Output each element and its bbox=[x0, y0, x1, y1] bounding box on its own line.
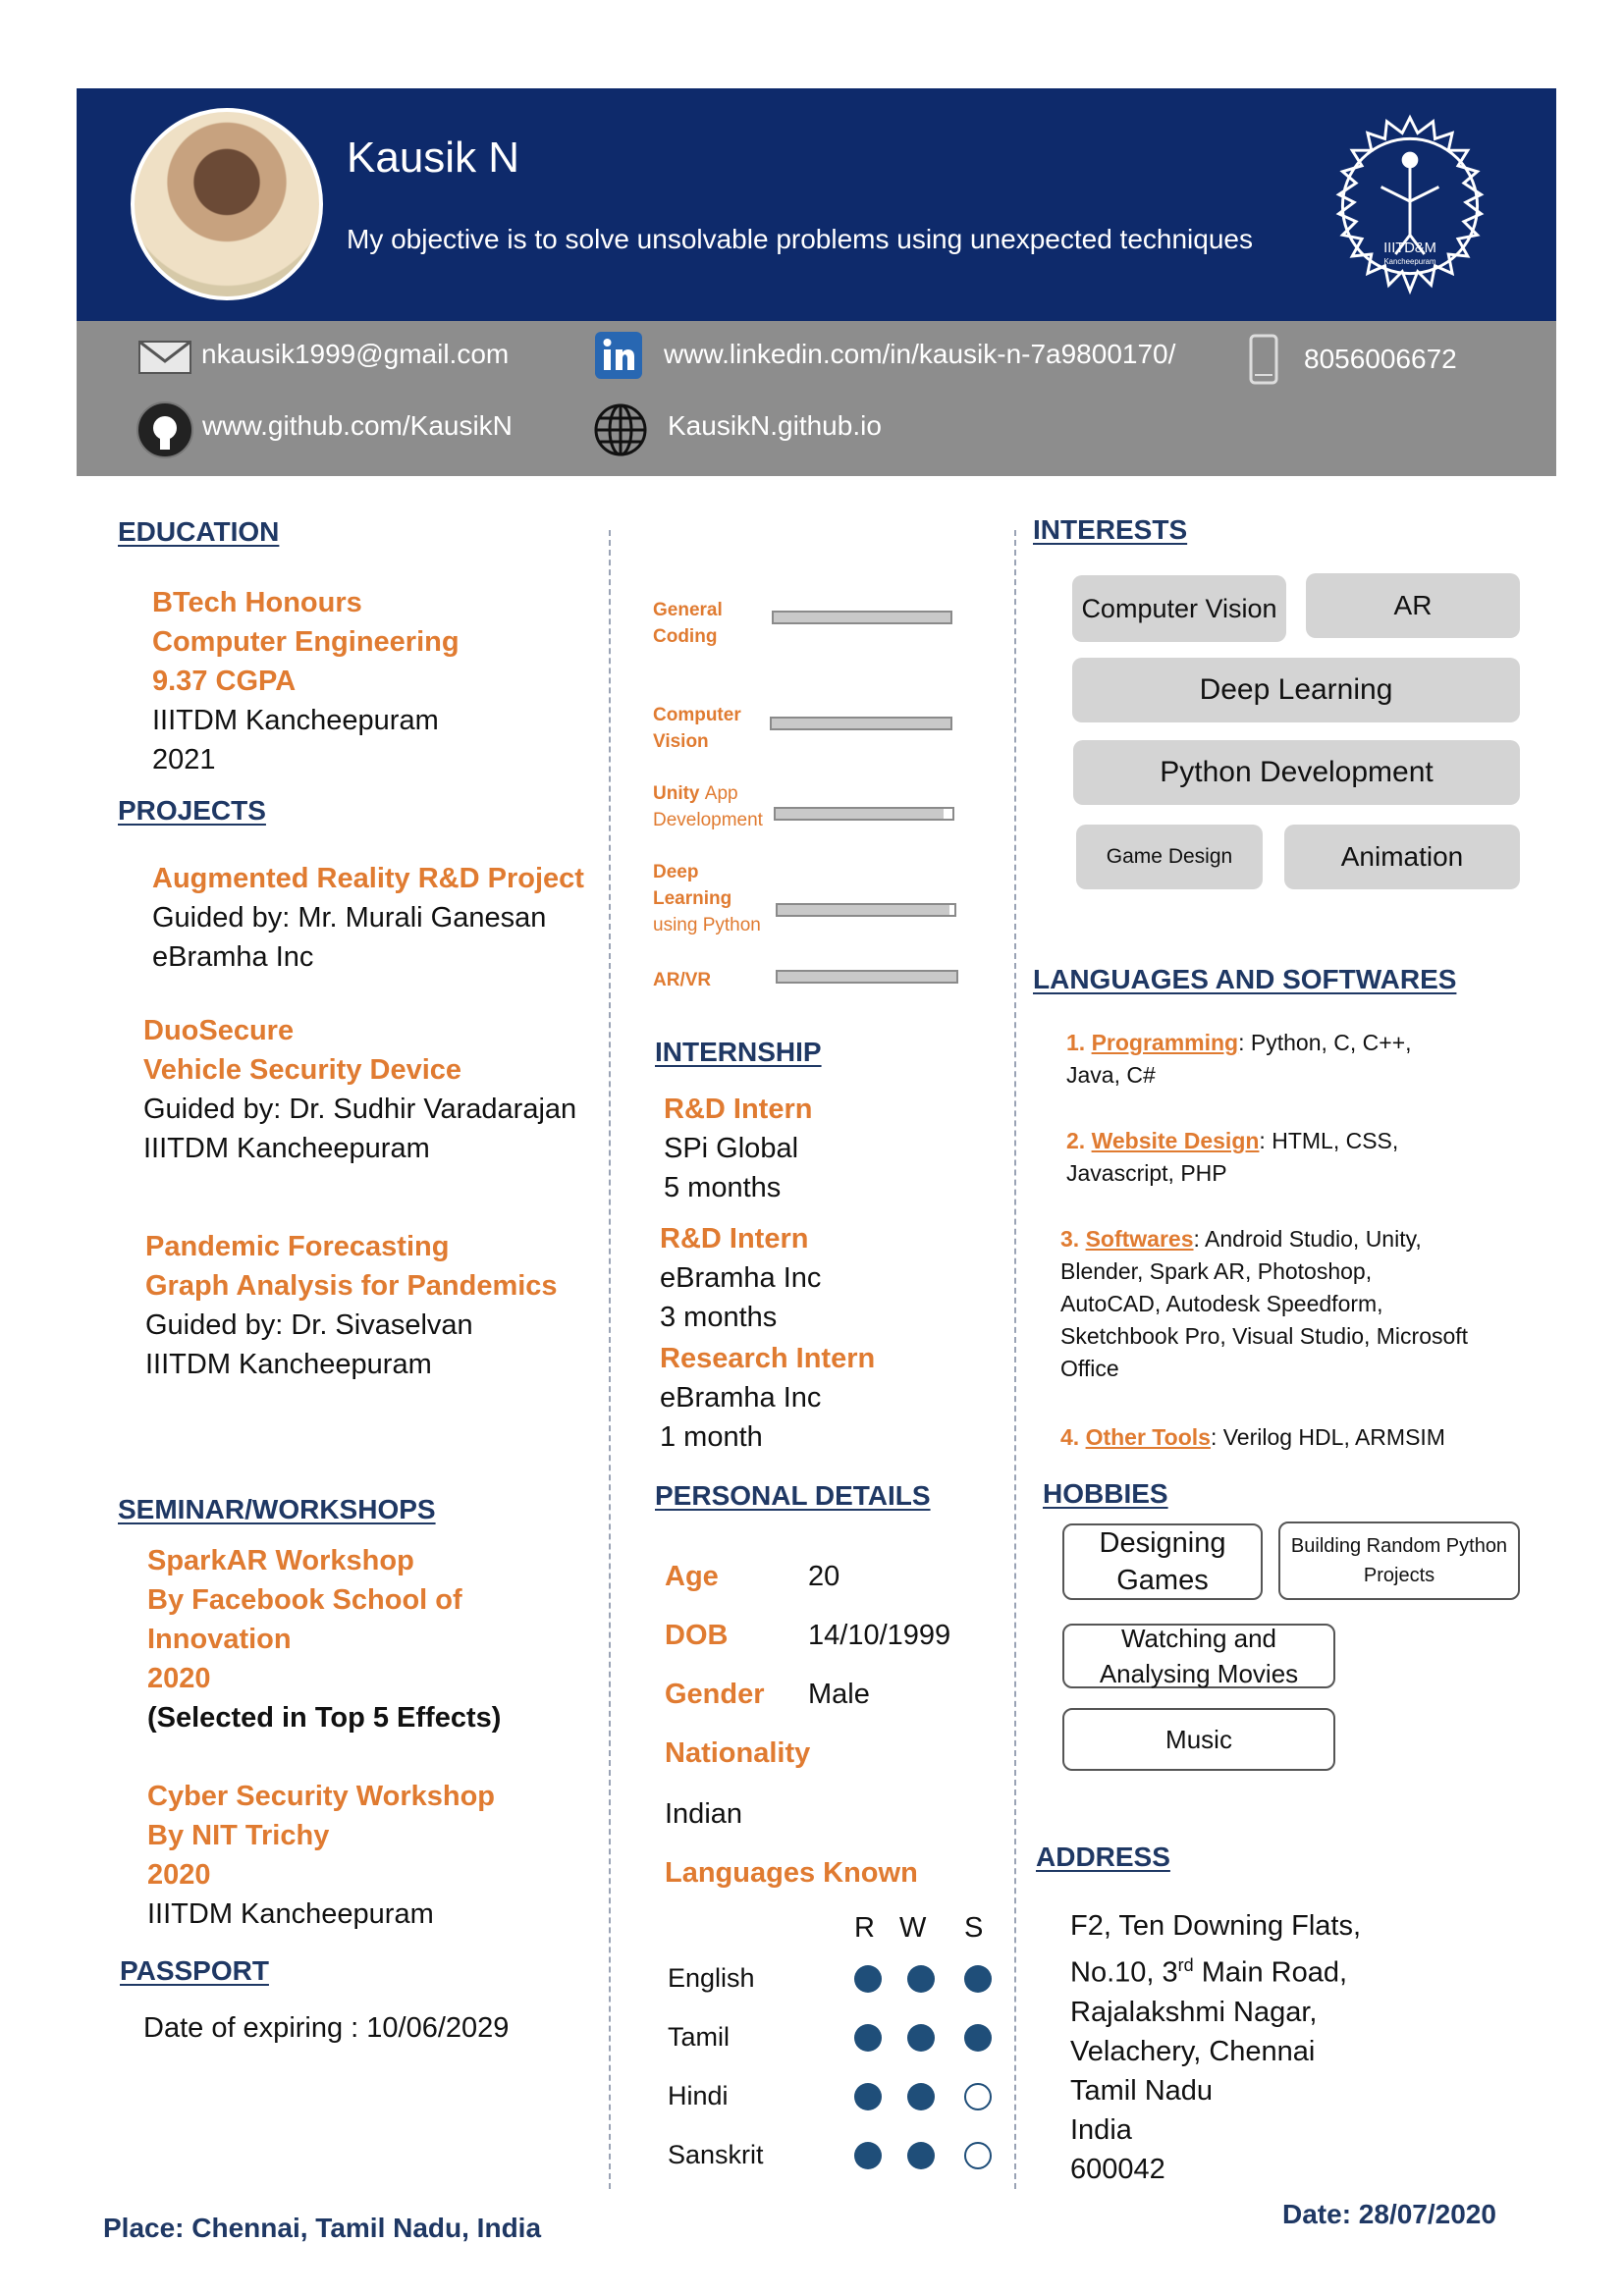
proficiency-dot-filled bbox=[907, 2083, 935, 2110]
interests-title: INTERESTS bbox=[1033, 514, 1188, 545]
proficiency-dot-filled bbox=[854, 1965, 882, 1993]
interest-pill: Deep Learning bbox=[1072, 658, 1520, 722]
iiitdm-logo-icon bbox=[1314, 110, 1506, 302]
skill-bar bbox=[776, 970, 958, 984]
project-subtitle: Graph Analysis for Pandemics bbox=[145, 1270, 558, 1302]
skill-bar-fill bbox=[772, 719, 950, 728]
internship-title: INTERNSHIP bbox=[655, 1037, 822, 1067]
candidate-name: Kausik N bbox=[347, 133, 520, 182]
interest-pill: Game Design bbox=[1076, 825, 1263, 889]
education-degree: BTech Honours bbox=[152, 587, 362, 618]
languages-known-label: Languages Known bbox=[665, 1857, 918, 1889]
internship-duration: 1 month bbox=[660, 1421, 763, 1453]
github-link[interactable]: www.github.com/KausikN bbox=[202, 410, 513, 441]
col-header-w: W bbox=[899, 1912, 927, 1944]
skill-label-dl: Deep Learning using Python bbox=[653, 862, 761, 935]
passport-expiry: Date of expiring : 10/06/2029 bbox=[143, 2012, 510, 2044]
address-block: F2, Ten Downing Flats, No.10, 3rd Main Road, Rajalakshmi Nagar, Velachery, Chennai Tamil Nadu India 600042 bbox=[1070, 1910, 1362, 2185]
column-divider-right bbox=[1014, 530, 1016, 2189]
project-subtitle: Vehicle Security Device bbox=[143, 1054, 462, 1086]
proficiency-dot-filled bbox=[854, 2142, 882, 2169]
language-name: Hindi bbox=[668, 2081, 729, 2110]
proficiency-dot-empty bbox=[964, 2083, 992, 2110]
proficiency-dot-filled bbox=[907, 1965, 935, 1993]
seminar-item bbox=[147, 1777, 495, 1934]
hobbies-title: HOBBIES bbox=[1043, 1478, 1168, 1509]
dob-label: DOB bbox=[665, 1620, 729, 1651]
skill-label-cv: Computer Vision bbox=[653, 705, 741, 752]
mail-icon bbox=[137, 338, 192, 377]
interest-pill: Python Development bbox=[1073, 740, 1520, 805]
lang-software-item: 1. Programming: Python, C, C++, Java, C# bbox=[1066, 1030, 1412, 1088]
passport-title: PASSPORT bbox=[120, 1955, 269, 1986]
phone-number: 8056006672 bbox=[1304, 344, 1457, 374]
website-link[interactable]: KausikN.github.io bbox=[668, 410, 882, 441]
project-org: IIITDM Kancheepuram bbox=[143, 1133, 430, 1164]
projects-title: PROJECTS bbox=[118, 795, 266, 826]
hobby-box: Music bbox=[1062, 1708, 1335, 1771]
seminar-line: SparkAR Workshop bbox=[147, 1545, 414, 1576]
internship-duration: 3 months bbox=[660, 1302, 778, 1333]
proficiency-dot-filled bbox=[907, 2142, 935, 2169]
project-title: Pandemic Forecasting bbox=[145, 1231, 450, 1262]
project-title: Augmented Reality R&D Project bbox=[152, 863, 584, 894]
linkedin-icon bbox=[595, 332, 642, 379]
proficiency-dot-filled bbox=[964, 2024, 992, 2052]
skill-bar-fill bbox=[774, 613, 950, 622]
skill-label-coding: General Coding bbox=[653, 600, 723, 647]
objective-text: My objective is to solve unsolvable problems using unexpected techniques bbox=[347, 224, 1253, 254]
project-title: DuoSecure bbox=[143, 1015, 295, 1046]
project-org: IIITDM Kancheepuram bbox=[145, 1349, 432, 1380]
col-header-r: R bbox=[854, 1912, 875, 1944]
interest-pill: AR bbox=[1306, 573, 1520, 638]
skill-label-arvr: AR/VR bbox=[653, 970, 712, 990]
language-name: English bbox=[668, 1963, 755, 1993]
address-title: ADDRESS bbox=[1036, 1842, 1170, 1872]
seminar-item bbox=[147, 1541, 501, 1737]
project-org: eBramha Inc bbox=[152, 941, 314, 973]
footer-place: Place: Chennai, Tamil Nadu, India bbox=[103, 2213, 542, 2243]
seminar-line: Innovation bbox=[147, 1624, 292, 1655]
proficiency-dot-empty bbox=[964, 2142, 992, 2169]
lang-software-item: 4. Other Tools: Verilog HDL, ARMSIM bbox=[1060, 1424, 1445, 1450]
linkedin-link[interactable]: www.linkedin.com/in/kausik-n-7a9800170/ bbox=[664, 339, 1176, 369]
gender-value: Male bbox=[808, 1679, 870, 1710]
project-guide: Guided by: Dr. Sudhir Varadarajan bbox=[143, 1094, 577, 1125]
project-item bbox=[145, 1227, 558, 1384]
proficiency-dot-filled bbox=[854, 2083, 882, 2110]
seminar-note: IIITDM Kancheepuram bbox=[147, 1898, 434, 1930]
seminar-line: By NIT Trichy bbox=[147, 1820, 330, 1851]
internship-item bbox=[660, 1339, 875, 1457]
education-title: EDUCATION bbox=[118, 516, 280, 547]
nationality-label: Nationality bbox=[665, 1737, 811, 1769]
seminar-note: (Selected in Top 5 Effects) bbox=[147, 1702, 502, 1734]
internship-org: SPi Global bbox=[664, 1133, 799, 1164]
lang-software-title: LANGUAGES AND SOFTWARES bbox=[1033, 964, 1457, 994]
proficiency-dot-filled bbox=[854, 2024, 882, 2052]
internship-item bbox=[660, 1219, 821, 1337]
education-institute: IIITDM Kancheepuram bbox=[152, 705, 439, 736]
hobby-box: Building Random Python Projects bbox=[1278, 1522, 1520, 1600]
logo-text: IIITD&M bbox=[1383, 240, 1436, 257]
project-guide: Guided by: Dr. Sivaselvan bbox=[145, 1309, 473, 1341]
nationality-value: Indian bbox=[665, 1798, 743, 1830]
lang-software-item: 3. Softwares: Android Studio, Unity, Blender, Spark AR, Photoshop, AutoCAD, Autodesk Speedform, Sketchbook Pro, Visual Studio, Microsoft Office bbox=[1060, 1226, 1469, 1381]
education-branch: Computer Engineering bbox=[152, 626, 460, 658]
phone-icon bbox=[1249, 334, 1278, 385]
education-cgpa: 9.37 CGPA bbox=[152, 666, 297, 697]
column-divider-left bbox=[609, 530, 611, 2189]
dob-value: 14/10/1999 bbox=[808, 1620, 951, 1651]
internship-org: eBramha Inc bbox=[660, 1382, 822, 1414]
age-value: 20 bbox=[808, 1561, 840, 1592]
skill-bar bbox=[770, 717, 952, 730]
seminar-year: 2020 bbox=[147, 1859, 211, 1891]
proficiency-dot-filled bbox=[907, 2024, 935, 2052]
skill-bar bbox=[772, 611, 952, 624]
seminar-line: By Facebook School of bbox=[147, 1584, 462, 1616]
project-guide: Guided by: Mr. Murali Ganesan bbox=[152, 902, 547, 934]
email-link[interactable]: nkausik1999@gmail.com bbox=[201, 339, 510, 369]
education-year: 2021 bbox=[152, 744, 216, 775]
logo-subtext: Kancheepuram bbox=[1383, 256, 1436, 266]
globe-icon bbox=[593, 402, 648, 457]
interest-pill: Computer Vision bbox=[1072, 575, 1286, 642]
skill-bar-fill bbox=[778, 905, 949, 915]
internship-org: eBramha Inc bbox=[660, 1262, 822, 1294]
proficiency-dot-filled bbox=[964, 1965, 992, 1993]
skill-bar bbox=[776, 903, 956, 917]
internship-role: Research Intern bbox=[660, 1343, 876, 1374]
internship-item bbox=[664, 1090, 812, 1207]
profile-photo bbox=[131, 108, 323, 300]
lang-software-item: 2. Website Design: HTML, CSS, Javascript, PHP bbox=[1066, 1128, 1399, 1186]
skill-bar-fill bbox=[778, 972, 956, 982]
language-name: Tamil bbox=[668, 2022, 731, 2052]
github-icon bbox=[135, 400, 194, 459]
personal-title: PERSONAL DETAILS bbox=[655, 1480, 931, 1511]
age-label: Age bbox=[665, 1561, 719, 1592]
project-item bbox=[143, 1011, 576, 1168]
col-header-s: S bbox=[964, 1912, 984, 1944]
seminar-year: 2020 bbox=[147, 1663, 211, 1694]
seminar-line: Cyber Security Workshop bbox=[147, 1781, 496, 1812]
skill-bar bbox=[774, 807, 954, 821]
project-item bbox=[152, 859, 584, 977]
language-name: Sanskrit bbox=[668, 2140, 764, 2169]
hobby-box: Watching and Analysing Movies bbox=[1062, 1624, 1335, 1688]
skill-bar-fill bbox=[776, 809, 944, 819]
internship-role: R&D Intern bbox=[664, 1094, 813, 1125]
gender-label: Gender bbox=[665, 1679, 765, 1710]
internship-role: R&D Intern bbox=[660, 1223, 809, 1255]
seminars-title: SEMINAR/WORKSHOPS bbox=[118, 1494, 436, 1524]
hobby-box: Designing Games bbox=[1062, 1523, 1263, 1600]
internship-duration: 5 months bbox=[664, 1172, 782, 1203]
interest-pill: Animation bbox=[1284, 825, 1520, 889]
footer-date: Date: 28/07/2020 bbox=[1282, 2199, 1496, 2229]
skill-label-unity: Unity App Development bbox=[653, 783, 763, 830]
